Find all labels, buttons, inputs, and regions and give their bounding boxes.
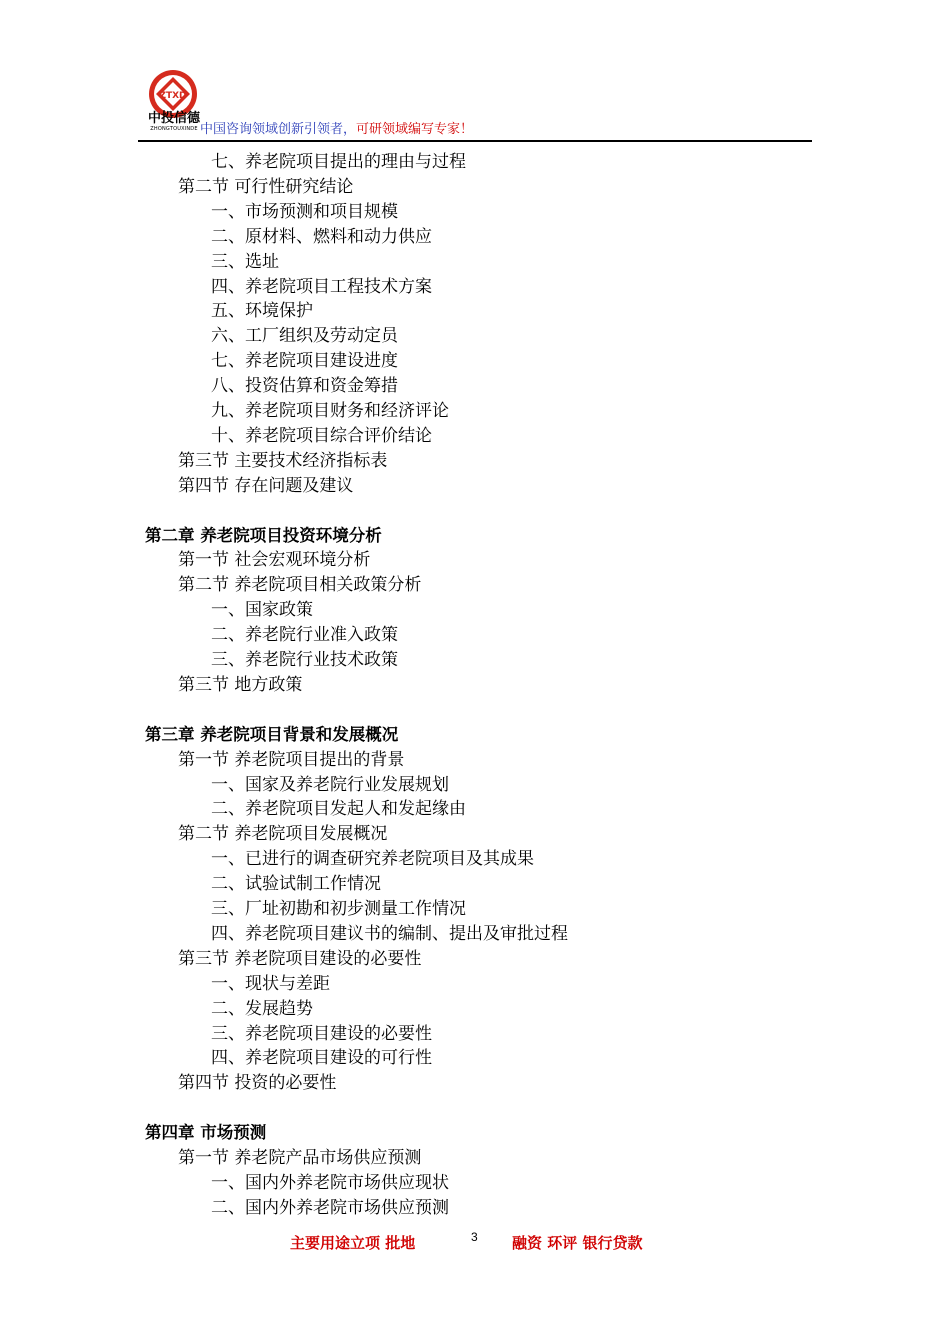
toc-item: 十、养老院项目综合评价结论 — [211, 425, 432, 446]
toc-item: 二、试验试制工作情况 — [211, 874, 381, 895]
toc-item: 七、养老院项目建设进度 — [211, 351, 398, 372]
page-number: 3 — [471, 1230, 478, 1244]
footer-right-text: 融资 环评 银行贷款 — [512, 1234, 643, 1252]
toc-item: 三、养老院项目建设的必要性 — [211, 1023, 432, 1044]
toc-item: 一、国家政策 — [211, 600, 313, 621]
toc-item: 一、国内外养老院市场供应现状 — [211, 1172, 449, 1193]
toc-item: 四、养老院项目工程技术方案 — [211, 276, 432, 297]
toc-item: 八、投资估算和资金筹措 — [211, 376, 398, 397]
toc-item: 五、环境保护 — [211, 301, 313, 322]
toc-item: 一、市场预测和项目规模 — [211, 201, 398, 222]
toc-item: 二、原材料、燃料和动力供应 — [211, 226, 432, 247]
toc-section: 第一节 社会宏观环境分析 — [178, 550, 371, 571]
toc-chapter: 第三章 养老院项目背景和发展概况 — [145, 724, 399, 744]
toc-item: 六、工厂组织及劳动定员 — [211, 326, 398, 347]
toc-section: 第一节 养老院项目提出的背景 — [178, 749, 405, 770]
logo-subtitle: ZHONGTOUXINDE — [150, 126, 198, 132]
toc-item: 四、养老院项目建设的可行性 — [211, 1048, 432, 1069]
toc-item: 二、国内外养老院市场供应预测 — [211, 1197, 449, 1218]
slogan-part2: 可研领域编写专家！ — [356, 122, 474, 137]
footer-left-text: 主要用途立项 批地 — [290, 1234, 416, 1252]
header-divider — [138, 140, 812, 142]
toc-chapter: 第四章 市场预测 — [145, 1123, 267, 1143]
toc-item: 七、养老院项目提出的理由与过程 — [211, 152, 466, 172]
toc-chapter: 第二章 养老院项目投资环境分析 — [145, 525, 382, 545]
toc-item: 一、现状与差距 — [211, 973, 330, 994]
toc-section: 第二节 可行性研究结论 — [178, 176, 354, 197]
toc-section: 第一节 养老院产品市场供应预测 — [178, 1148, 422, 1168]
slogan-part1: 中国咨询领域创新引领者， — [200, 122, 357, 137]
toc-item: 九、养老院项目财务和经济评论 — [211, 401, 449, 421]
toc-section: 第四节 投资的必要性 — [178, 1073, 337, 1094]
toc-section: 第三节 地方政策 — [178, 674, 303, 695]
toc-section: 第四节 存在问题及建议 — [178, 475, 354, 496]
logo-name: 中投信德 — [147, 111, 200, 126]
toc-section: 第二节 养老院项目发展概况 — [178, 824, 388, 845]
logo-abbr: ZTXD — [159, 91, 187, 101]
header-slogan — [200, 118, 473, 137]
toc-item: 三、选址 — [211, 251, 279, 272]
toc-item: 一、国家及养老院行业发展规划 — [211, 774, 449, 795]
toc-item: 二、养老院行业准入政策 — [211, 625, 398, 646]
toc-item: 二、养老院项目发起人和发起缘由 — [211, 799, 466, 820]
toc-item: 三、厂址初勘和初步测量工作情况 — [211, 899, 466, 919]
toc-item: 三、养老院行业技术政策 — [211, 650, 398, 670]
toc-section: 第三节 养老院项目建设的必要性 — [178, 948, 422, 969]
toc-item: 四、养老院项目建议书的编制、提出及审批过程 — [211, 923, 568, 944]
toc-item: 一、已进行的调查研究养老院项目及其成果 — [211, 849, 534, 870]
toc-item: 二、发展趋势 — [211, 998, 313, 1019]
toc-section: 第三节 主要技术经济指标表 — [178, 450, 388, 471]
toc-section: 第二节 养老院项目相关政策分析 — [178, 575, 422, 596]
